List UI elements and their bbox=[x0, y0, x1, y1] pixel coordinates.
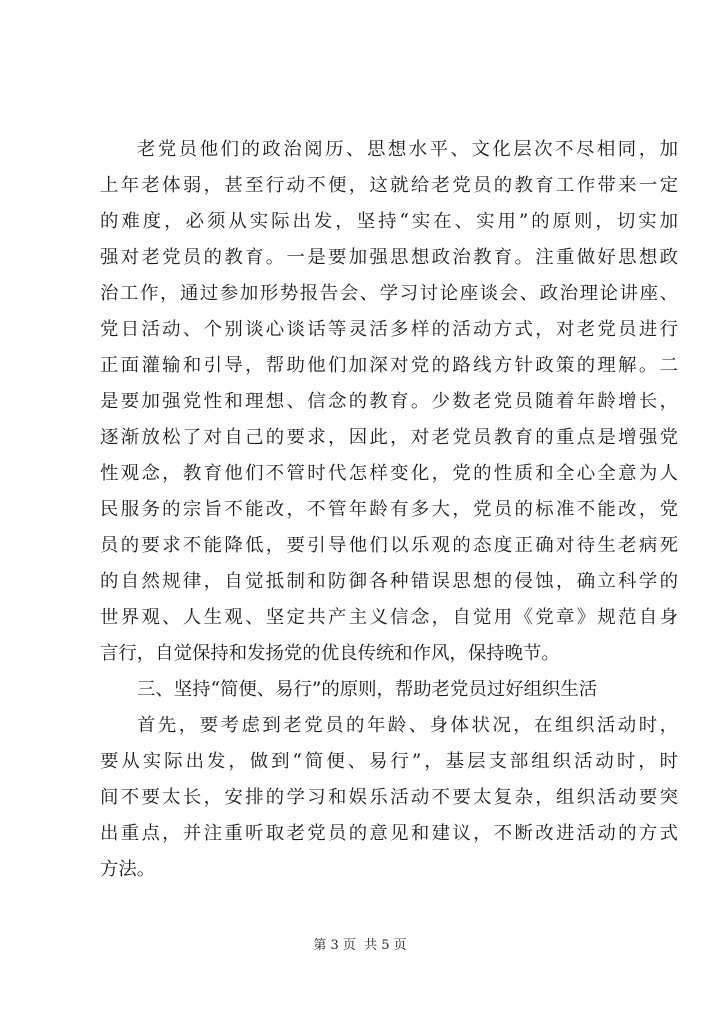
page-number-label: 第 3 页 共 5 页 bbox=[313, 938, 407, 953]
paragraph-line: 员的要求不能降低，要引导他们以乐观的态度正确对待生老病死 bbox=[100, 535, 678, 556]
paragraph-line: 首先，要考虑到老党员的年龄、身体状况，在组织活动时， bbox=[137, 715, 678, 736]
paragraph-line: 世界观、人生观、坚定共产主义信念，自觉用《党章》规范自身 bbox=[100, 607, 678, 628]
paragraph-line: 民服务的宗旨不能改，不管年龄有多大，党员的标准不能改，党 bbox=[100, 499, 678, 520]
document-body bbox=[100, 132, 678, 888]
paragraph-line: 要从实际出发，做到“简便、易行”，基层支部组织活动时，时 bbox=[100, 751, 678, 772]
paragraph-line: 性观念，教育他们不管时代怎样变化，党的性质和全心全意为人 bbox=[100, 463, 678, 484]
paragraph-line: 方法。 bbox=[100, 859, 156, 880]
paragraph-line: 党日活动、个别谈心谈话等灵活多样的活动方式，对老党员进行 bbox=[100, 319, 678, 340]
paragraph-line: 逐渐放松了对自己的要求，因此，对老党员教育的重点是增强党 bbox=[100, 427, 678, 448]
paragraph-line: 治工作，通过参加形势报告会、学习讨论座谈会、政治理论讲座、 bbox=[100, 283, 678, 304]
paragraph-line: 老党员他们的政治阅历、思想水平、文化层次不尽相同，加 bbox=[137, 139, 678, 160]
paragraph-line: 强对老党员的教育。一是要加强思想政治教育。注重做好思想政 bbox=[100, 247, 678, 268]
paragraph-line: 的自然规律，自觉抵制和防御各种错误思想的侵蚀，确立科学的 bbox=[100, 571, 678, 592]
page-footer bbox=[0, 937, 720, 955]
paragraph-line: 出重点，并注重听取老党员的意见和建议，不断改进活动的方式 bbox=[100, 823, 678, 844]
paragraph-line: 上年老体弱，甚至行动不便，这就给老党员的教育工作带来一定 bbox=[100, 175, 678, 196]
paragraph-line: 言行，自觉保持和发扬党的优良传统和作风，保持晚节。 bbox=[100, 643, 560, 664]
paragraph-line: 是要加强党性和理想、信念的教育。少数老党员随着年龄增长， bbox=[100, 391, 678, 412]
paragraph-line: 间不要太长，安排的学习和娱乐活动不要太复杂，组织活动要突 bbox=[100, 787, 678, 808]
paragraph-line: 正面灌输和引导，帮助他们加深对党的路线方针政策的理解。二 bbox=[100, 355, 678, 376]
paragraph-line: 的难度，必须从实际出发，坚持“实在、实用”的原则，切实加 bbox=[100, 211, 678, 232]
section-heading: 三、坚持“简便、易行”的原则，帮助老党员过好组织生活 bbox=[137, 679, 598, 700]
